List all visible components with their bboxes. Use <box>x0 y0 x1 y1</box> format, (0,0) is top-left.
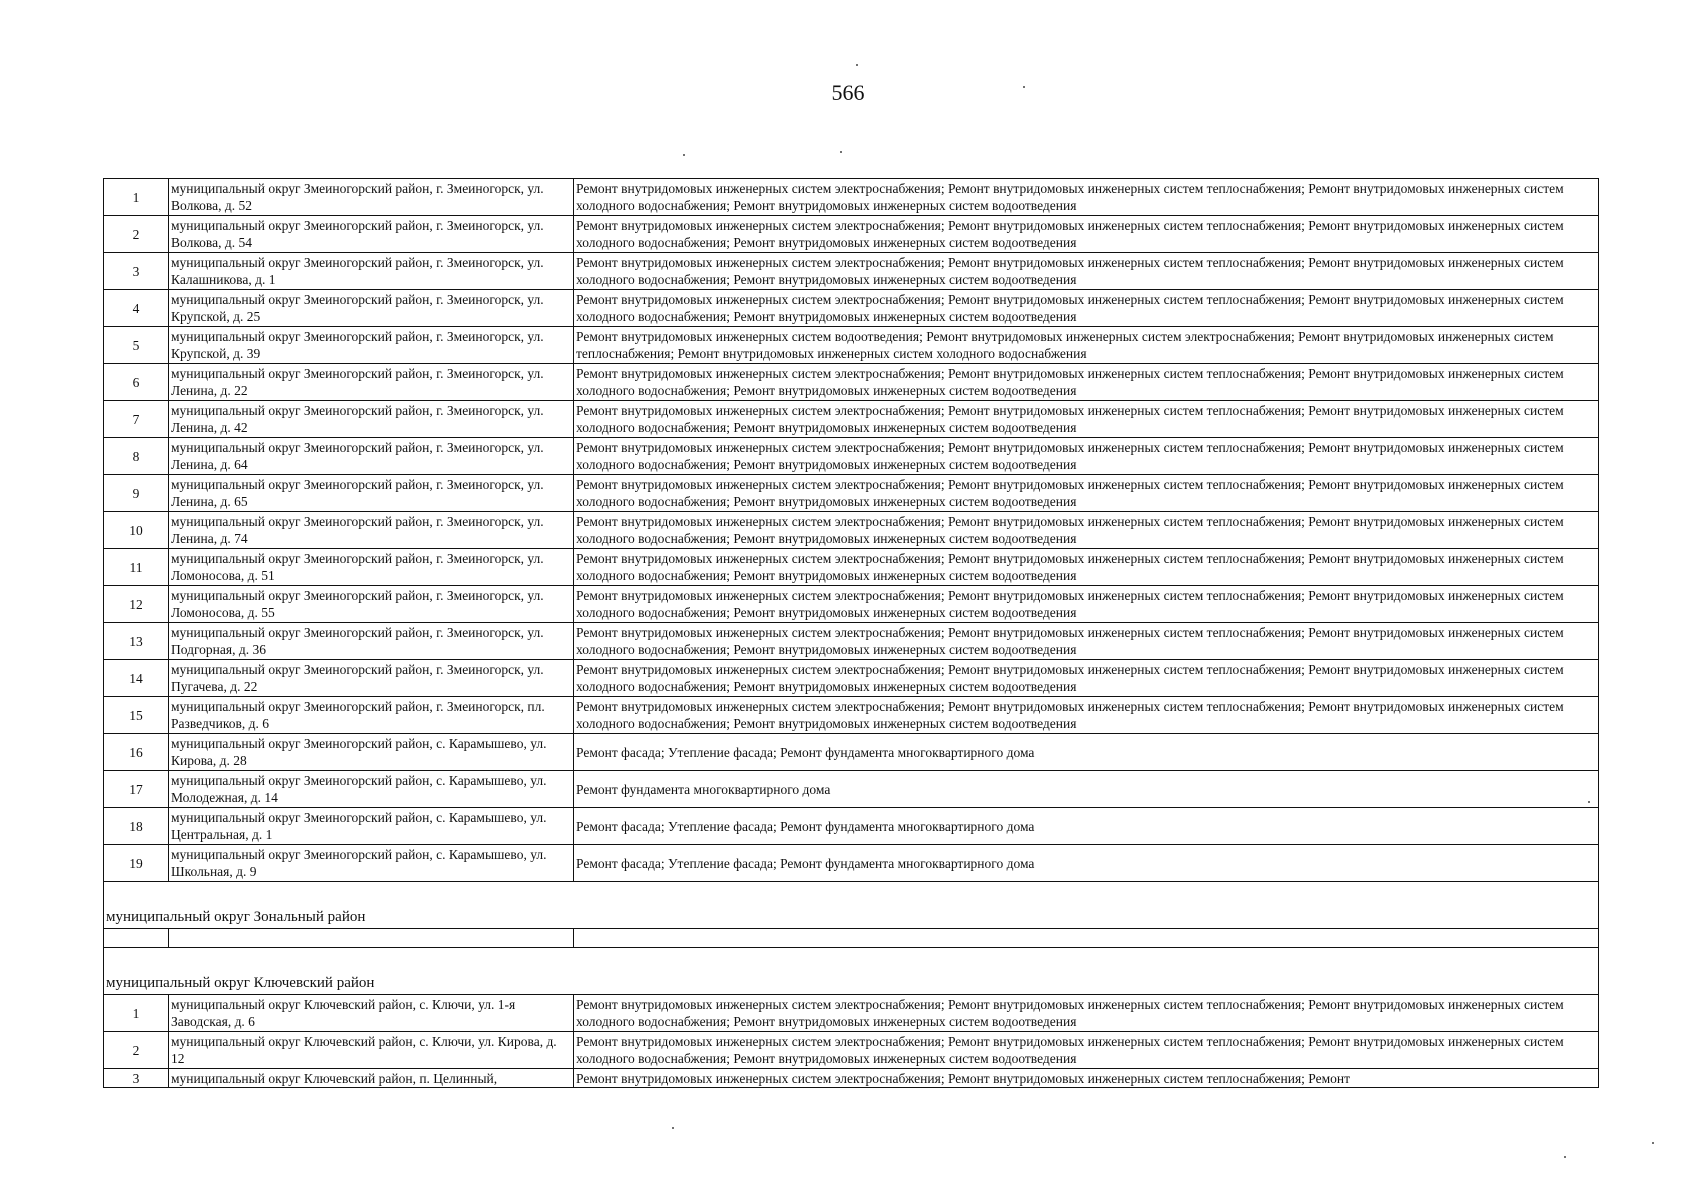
table-row <box>104 290 1599 327</box>
table-row <box>104 808 1599 845</box>
table-row <box>104 253 1599 290</box>
address-cell: муниципальный округ Змеиногорский район, с. Карамышево, ул. Школьная, д. 9 <box>169 845 574 882</box>
address-cell: муниципальный округ Змеиногорский район, г. Змеиногорск, ул. Ленина, д. 64 <box>169 438 574 475</box>
row-number: 2 <box>104 1032 169 1069</box>
table-row <box>104 1069 1599 1088</box>
works-cell: Ремонт внутридомовых инженерных систем электроснабжения; Ремонт внутридомовых инженерных систем теплоснабжения; Ремонт внутридомовых инженерных систем холодного водоснабжения; Ремонт внутридомовых инженерных систем водоотведения <box>574 995 1599 1032</box>
address-cell: муниципальный округ Змеиногорский район, г. Змеиногорск, ул. Волкова, д. 52 <box>169 179 574 216</box>
table-row <box>104 697 1599 734</box>
address-cell: муниципальный округ Змеиногорский район, г. Змеиногорск, ул. Пугачева, д. 22 <box>169 660 574 697</box>
address-cell: муниципальный округ Змеиногорский район, г. Змеиногорск, пл. Разведчиков, д. 6 <box>169 697 574 734</box>
works-cell: Ремонт внутридомовых инженерных систем электроснабжения; Ремонт внутридомовых инженерных систем теплоснабжения; Ремонт внутридомовых инженерных систем холодного водоснабжения; Ремонт внутридомовых инженерных систем водоотведения <box>574 549 1599 586</box>
empty-cell <box>104 929 169 948</box>
address-cell: муниципальный округ Змеиногорский район, с. Карамышево, ул. Кирова, д. 28 <box>169 734 574 771</box>
row-number: 4 <box>104 290 169 327</box>
table-row <box>104 401 1599 438</box>
section-heading-zonalny: муниципальный округ Зональный район <box>104 882 1599 929</box>
address-cell: муниципальный округ Змеиногорский район, г. Змеиногорск, ул. Крупской, д. 25 <box>169 290 574 327</box>
row-number: 15 <box>104 697 169 734</box>
works-cell: Ремонт внутридомовых инженерных систем электроснабжения; Ремонт внутридомовых инженерных систем теплоснабжения; Ремонт внутридомовых инженерных систем холодного водоснабжения; Ремонт внутридомовых инженерных систем водоотведения <box>574 1032 1599 1069</box>
row-number: 3 <box>104 253 169 290</box>
address-cell: муниципальный округ Змеиногорский район, с. Карамышево, ул. Центральная, д. 1 <box>169 808 574 845</box>
address-cell: муниципальный округ Змеиногорский район, г. Змеиногорск, ул. Волкова, д. 54 <box>169 216 574 253</box>
empty-cell <box>574 929 1599 948</box>
address-cell: муниципальный округ Змеиногорский район, г. Змеиногорск, ул. Ломоносова, д. 55 <box>169 586 574 623</box>
zmeinogorsk-rows <box>104 179 1599 882</box>
row-number: 5 <box>104 327 169 364</box>
table-row <box>104 845 1599 882</box>
empty-cell <box>169 929 574 948</box>
row-number: 19 <box>104 845 169 882</box>
table-row <box>104 734 1599 771</box>
row-number: 10 <box>104 512 169 549</box>
table-row <box>104 623 1599 660</box>
address-cell: муниципальный округ Змеиногорский район, г. Змеиногорск, ул. Калашникова, д. 1 <box>169 253 574 290</box>
works-cell: Ремонт фасада; Утепление фасада; Ремонт фундамента многоквартирного дома <box>574 808 1599 845</box>
works-cell: Ремонт внутридомовых инженерных систем электроснабжения; Ремонт внутридомовых инженерных систем теплоснабжения; Ремонт <box>574 1069 1599 1088</box>
works-cell: Ремонт внутридомовых инженерных систем электроснабжения; Ремонт внутридомовых инженерных систем теплоснабжения; Ремонт внутридомовых инженерных систем холодного водоснабжения; Ремонт внутридомовых инженерных систем водоотведения <box>574 290 1599 327</box>
table-row <box>104 512 1599 549</box>
table-row <box>104 216 1599 253</box>
row-number: 18 <box>104 808 169 845</box>
table-row <box>104 586 1599 623</box>
row-number: 14 <box>104 660 169 697</box>
address-cell: муниципальный округ Змеиногорский район, с. Карамышево, ул. Молодежная, д. 14 <box>169 771 574 808</box>
page-number: 566 <box>831 80 865 105</box>
works-cell: Ремонт внутридомовых инженерных систем электроснабжения; Ремонт внутридомовых инженерных систем теплоснабжения; Ремонт внутридомовых инженерных систем холодного водоснабжения; Ремонт внутридомовых инженерных систем водоотведения <box>574 586 1599 623</box>
row-number: 13 <box>104 623 169 660</box>
row-number: 1 <box>104 179 169 216</box>
scan-speck <box>1023 86 1025 88</box>
works-cell: Ремонт внутридомовых инженерных систем электроснабжения; Ремонт внутридомовых инженерных систем теплоснабжения; Ремонт внутридомовых инженерных систем холодного водоснабжения; Ремонт внутридомовых инженерных систем водоотведения <box>574 438 1599 475</box>
works-cell: Ремонт фасада; Утепление фасада; Ремонт фундамента многоквартирного дома <box>574 734 1599 771</box>
klyuchevsky-rows <box>104 995 1599 1088</box>
row-number: 9 <box>104 475 169 512</box>
table-row <box>104 660 1599 697</box>
works-cell: Ремонт внутридомовых инженерных систем электроснабжения; Ремонт внутридомовых инженерных систем теплоснабжения; Ремонт внутридомовых инженерных систем холодного водоснабжения; Ремонт внутридомовых инженерных систем водоотведения <box>574 216 1599 253</box>
row-number: 8 <box>104 438 169 475</box>
row-number: 17 <box>104 771 169 808</box>
scan-speck <box>856 64 858 66</box>
works-cell: Ремонт внутридомовых инженерных систем электроснабжения; Ремонт внутридомовых инженерных систем теплоснабжения; Ремонт внутридомовых инженерных систем холодного водоснабжения; Ремонт внутридомовых инженерных систем водоотведения <box>574 660 1599 697</box>
table-row <box>104 1032 1599 1069</box>
address-cell: муниципальный округ Змеиногорский район, г. Змеиногорск, ул. Крупской, д. 39 <box>169 327 574 364</box>
table-row <box>104 438 1599 475</box>
row-number: 3 <box>104 1069 169 1088</box>
row-number: 6 <box>104 364 169 401</box>
scan-speck <box>683 154 685 156</box>
works-cell: Ремонт внутридомовых инженерных систем электроснабжения; Ремонт внутридомовых инженерных систем теплоснабжения; Ремонт внутридомовых инженерных систем холодного водоснабжения; Ремонт внутридомовых инженерных систем водоотведения <box>574 401 1599 438</box>
section-heading-klyuchevsky: муниципальный округ Ключевский район <box>104 948 1599 995</box>
scan-speck <box>1564 1156 1566 1158</box>
zonalny-section <box>104 882 1599 995</box>
table-row <box>104 995 1599 1032</box>
row-number: 11 <box>104 549 169 586</box>
address-cell: муниципальный округ Змеиногорский район, г. Змеиногорск, ул. Ленина, д. 74 <box>169 512 574 549</box>
address-cell: муниципальный округ Змеиногорский район, г. Змеиногорск, ул. Ленина, д. 65 <box>169 475 574 512</box>
works-cell: Ремонт внутридомовых инженерных систем водоотведения; Ремонт внутридомовых инженерных систем электроснабжения; Ремонт внутридомовых инженерных систем теплоснабжения; Ремонт внутридомовых инженерных систем холодного водоснабжения <box>574 327 1599 364</box>
scan-speck <box>1652 1142 1654 1144</box>
works-cell: Ремонт фундамента многоквартирного дома <box>574 771 1599 808</box>
row-number: 1 <box>104 995 169 1032</box>
repair-register-table <box>103 178 1599 1088</box>
address-cell: муниципальный округ Змеиногорский район, г. Змеиногорск, ул. Ленина, д. 22 <box>169 364 574 401</box>
row-number: 2 <box>104 216 169 253</box>
row-number: 12 <box>104 586 169 623</box>
table-row <box>104 771 1599 808</box>
address-cell: муниципальный округ Змеиногорский район, г. Змеиногорск, ул. Ломоносова, д. 51 <box>169 549 574 586</box>
address-cell: муниципальный округ Ключевский район, с. Ключи, ул. Кирова, д. 12 <box>169 1032 574 1069</box>
works-cell: Ремонт внутридомовых инженерных систем электроснабжения; Ремонт внутридомовых инженерных систем теплоснабжения; Ремонт внутридомовых инженерных систем холодного водоснабжения; Ремонт внутридомовых инженерных систем водоотведения <box>574 253 1599 290</box>
row-number: 16 <box>104 734 169 771</box>
table-row <box>104 475 1599 512</box>
works-cell: Ремонт внутридомовых инженерных систем электроснабжения; Ремонт внутридомовых инженерных систем теплоснабжения; Ремонт внутридомовых инженерных систем холодного водоснабжения; Ремонт внутридомовых инженерных систем водоотведения <box>574 512 1599 549</box>
scan-speck <box>840 151 842 153</box>
address-cell: муниципальный округ Ключевский район, с. Ключи, ул. 1-я Заводская, д. 6 <box>169 995 574 1032</box>
table-row <box>104 549 1599 586</box>
works-cell: Ремонт фасада; Утепление фасада; Ремонт фундамента многоквартирного дома <box>574 845 1599 882</box>
works-cell: Ремонт внутридомовых инженерных систем электроснабжения; Ремонт внутридомовых инженерных систем теплоснабжения; Ремонт внутридомовых инженерных систем холодного водоснабжения; Ремонт внутридомовых инженерных систем водоотведения <box>574 364 1599 401</box>
scan-speck <box>672 1127 674 1129</box>
address-cell: муниципальный округ Змеиногорский район, г. Змеиногорск, ул. Подгорная, д. 36 <box>169 623 574 660</box>
table-row <box>104 327 1599 364</box>
table-row <box>104 364 1599 401</box>
works-cell: Ремонт внутридомовых инженерных систем электроснабжения; Ремонт внутридомовых инженерных систем теплоснабжения; Ремонт внутридомовых инженерных систем холодного водоснабжения; Ремонт внутридомовых инженерных систем водоотведения <box>574 179 1599 216</box>
address-cell: муниципальный округ Змеиногорский район, г. Змеиногорск, ул. Ленина, д. 42 <box>169 401 574 438</box>
address-cell: муниципальный округ Ключевский район, п. Целинный, <box>169 1069 574 1088</box>
works-cell: Ремонт внутридомовых инженерных систем электроснабжения; Ремонт внутридомовых инженерных систем теплоснабжения; Ремонт внутридомовых инженерных систем холодного водоснабжения; Ремонт внутридомовых инженерных систем водоотведения <box>574 623 1599 660</box>
table-row <box>104 179 1599 216</box>
row-number: 7 <box>104 401 169 438</box>
works-cell: Ремонт внутридомовых инженерных систем электроснабжения; Ремонт внутридомовых инженерных систем теплоснабжения; Ремонт внутридомовых инженерных систем холодного водоснабжения; Ремонт внутридомовых инженерных систем водоотведения <box>574 697 1599 734</box>
works-cell: Ремонт внутридомовых инженерных систем электроснабжения; Ремонт внутридомовых инженерных систем теплоснабжения; Ремонт внутридомовых инженерных систем холодного водоснабжения; Ремонт внутридомовых инженерных систем водоотведения <box>574 475 1599 512</box>
